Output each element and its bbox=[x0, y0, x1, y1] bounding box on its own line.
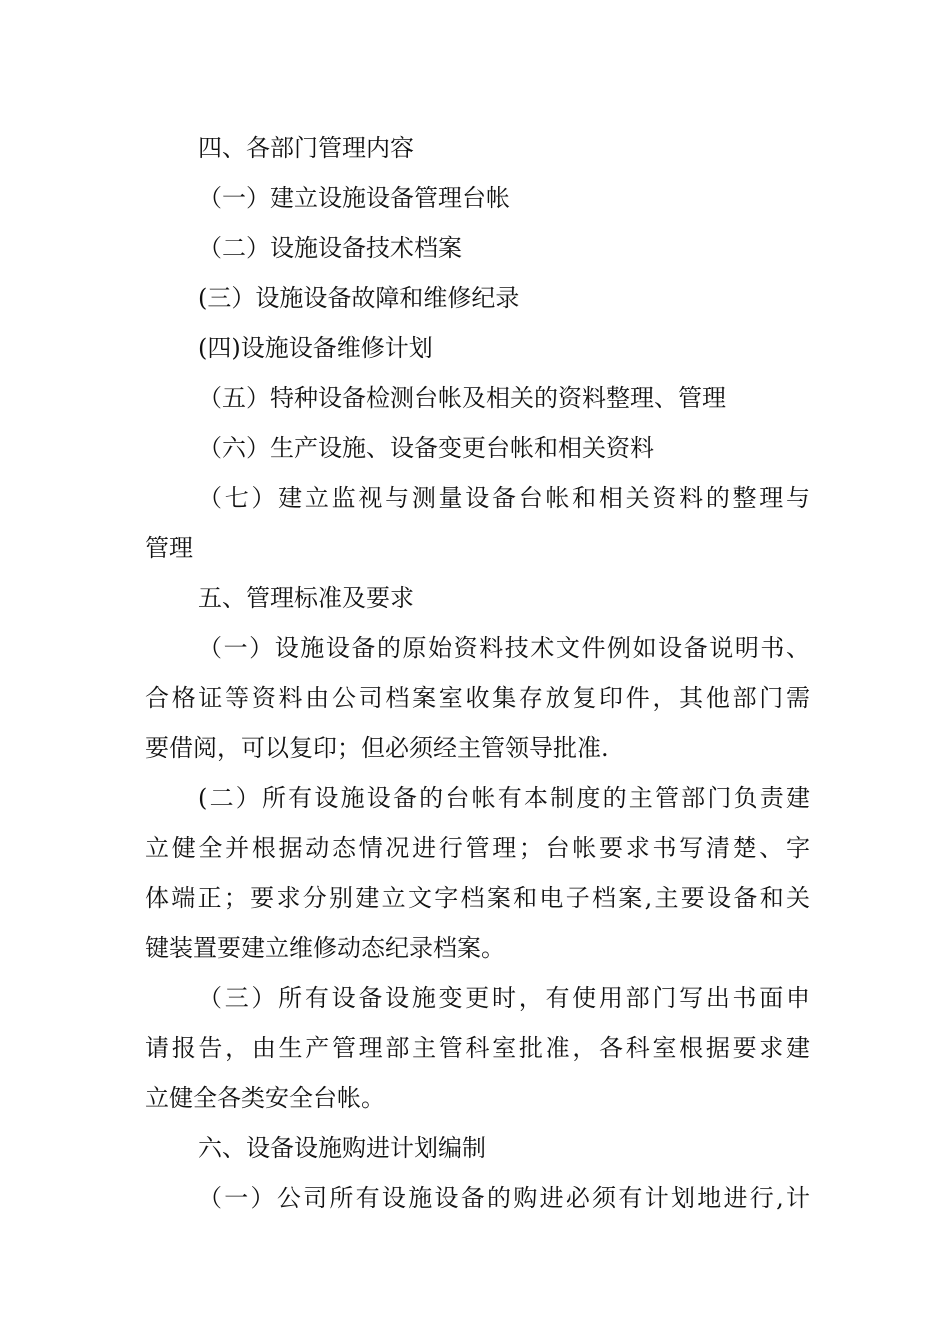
section-heading-5: 五、管理标准及要求 bbox=[198, 584, 414, 612]
list-item: (四)设施设备维修计划 bbox=[198, 334, 433, 362]
list-item: （一）建立设施设备管理台帐 bbox=[198, 184, 510, 212]
list-item: （七）建立监视与测量设备台帐和相关资料的整理与 bbox=[198, 484, 810, 512]
paragraph-line: 立健全并根据动态情况进行管理；台帐要求书写清楚、字 bbox=[145, 834, 810, 862]
paragraph-line: 键装置要建立维修动态纪录档案。 bbox=[145, 934, 505, 962]
list-item: （二）设施设备技术档案 bbox=[198, 234, 462, 262]
section-heading-6: 六、设备设施购进计划编制 bbox=[198, 1134, 486, 1162]
paragraph-line: 立健全各类安全台帐。 bbox=[145, 1084, 385, 1112]
paragraph-line: 要借阅，可以复印；但必须经主管领导批准. bbox=[145, 734, 609, 762]
document-body bbox=[145, 123, 810, 1223]
paragraph-line: 请报告，由生产管理部主管科室批准，各科室根据要求建 bbox=[145, 1034, 810, 1062]
paragraph-line: （三）所有设备设施变更时，有使用部门写出书面申 bbox=[198, 984, 810, 1012]
list-item: (三）设施设备故障和维修纪录 bbox=[198, 284, 520, 312]
paragraph-line: (二）所有设施设备的台帐有本制度的主管部门负责建 bbox=[198, 784, 810, 812]
paragraph-line: （一）设施设备的原始资料技术文件例如设备说明书、 bbox=[198, 634, 810, 662]
section-heading-4: 四、各部门管理内容 bbox=[198, 134, 414, 162]
list-item: （六）生产设施、设备变更台帐和相关资料 bbox=[198, 434, 654, 462]
list-item: （五）特种设备检测台帐及相关的资料整理、管理 bbox=[198, 384, 726, 412]
paragraph-line: 体端正；要求分别建立文字档案和电子档案,主要设备和关 bbox=[145, 884, 810, 912]
list-item-continuation: 管理 bbox=[145, 534, 193, 562]
paragraph-line: （一）公司所有设施设备的购进必须有计划地进行,计 bbox=[198, 1184, 810, 1212]
paragraph-line: 合格证等资料由公司档案室收集存放复印件，其他部门需 bbox=[145, 684, 810, 712]
